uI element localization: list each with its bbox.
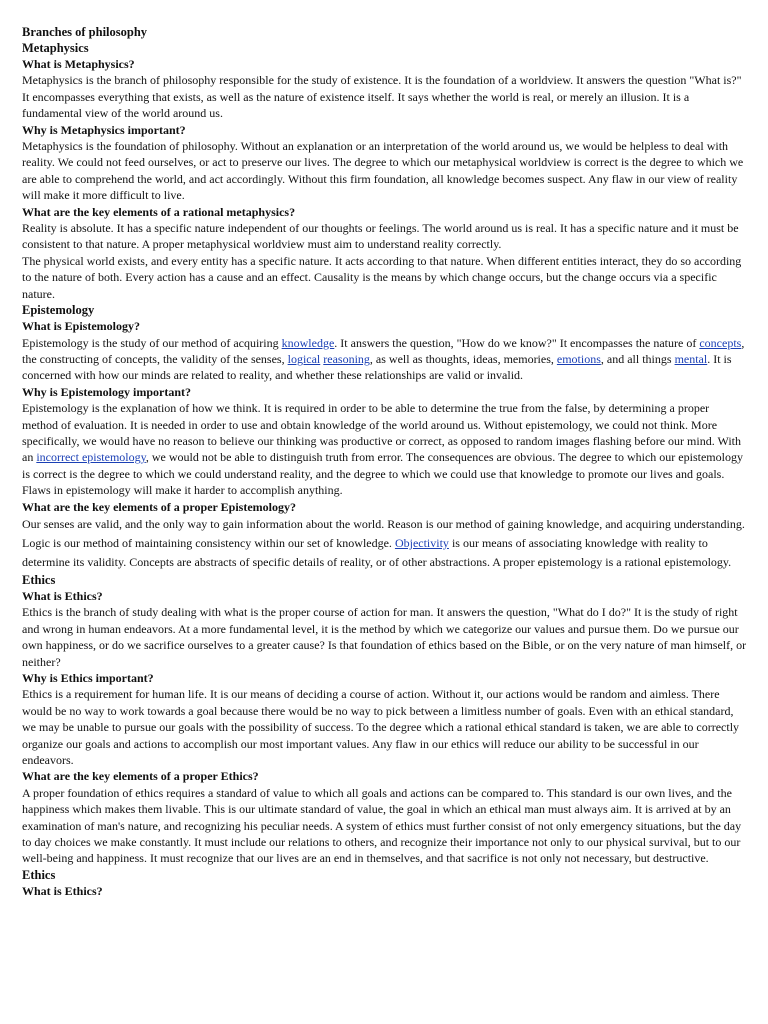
text-run: . It is concerned with how our minds are related to reality, and whether these relationships are valid or invalid. bbox=[22, 351, 732, 383]
paragraph: Metaphysics is the branch of philosophy responsible for the study of existence. It is the foundation of a worldview. It answers the question "What is?" It encompasses everything that exists, as well as the nature of existence itself. It says whether the world is real, or merely an illusion. It is a fundamental view of the world around us. bbox=[22, 73, 742, 121]
question-heading: Why is Metaphysics important? bbox=[22, 122, 186, 137]
text-run: , the constructing of concepts, the validity of the senses, bbox=[22, 335, 745, 366]
paragraph: The physical world exists, and every entity has a specific nature. It acts according to that nature. When different entities interact, they do so according to the nature of both. Every action has a cause and an effect. Causality is the means by which change occurs, but the change occurs via a specific nature. bbox=[22, 253, 742, 301]
section-heading-ethics: Ethics bbox=[22, 572, 56, 587]
link-incorrect-epistemology[interactable]: incorrect epistemology bbox=[36, 450, 146, 465]
section-heading-ethics-repeat: Ethics bbox=[22, 867, 56, 882]
text-run: Epistemology is the explanation of how we think. It is required in order to be able to determine the true from the false, by determining a proper method of evaluation. It is needed in order to use and obtain knowledge of the world around us. Without epistemology, we could not think. More specifically, we would have no reason to believe our thinking was productive or correct, as opposed to random images flashing before our mind. With an bbox=[22, 401, 741, 465]
paragraph bbox=[22, 335, 748, 384]
paragraph: Ethics is a requirement for human life. It is our means of deciding a course of action. Without it, our actions would be random and aimless. There would be no way to work towards a goal because there would be no way to pick between a limitless number of goals. Even with an ethical standard, we may be unable to pursue our goals with the possibility of success. To the degree which a rational ethical standard is taken, we are able to correctly organize our goals and actions to accomplish our most important values. Any flaw in our ethics will reduce our ability to be successful in our endeavors. bbox=[22, 687, 740, 768]
link-concepts[interactable]: concepts bbox=[699, 335, 742, 350]
link-mental[interactable]: mental bbox=[674, 351, 708, 366]
text-run: Our senses are valid, and the only way to gain information about the world. Reason is our method of gaining knowledge, and acquiring understanding. Logic is our method of maintaining consistency within our set of knowledge. bbox=[22, 516, 745, 550]
section-heading-metaphysics: Metaphysics bbox=[22, 41, 89, 55]
question-heading: What are the key elements of a rational metaphysics? bbox=[22, 204, 296, 219]
question-heading: What is Ethics? bbox=[22, 883, 103, 898]
document-title: Branches of philosophy bbox=[22, 25, 148, 39]
paragraph bbox=[22, 400, 748, 498]
link-objectivity[interactable]: Objectivity bbox=[394, 535, 449, 550]
question-heading: What is Ethics? bbox=[22, 588, 103, 603]
question-heading: What are the key elements of a proper Ethics? bbox=[22, 769, 259, 784]
paragraph bbox=[22, 515, 748, 572]
text-run: , and all things bbox=[600, 351, 675, 366]
paragraph: Metaphysics is the foundation of philosophy. Without an explanation or an interpretation of the world around us, we would be helpless to deal with reality. We could not feed ourselves, or act to preserve our lives. The degree to which our metaphysical worldview is correct is the degree to which we are able to comprehend the world, and act accordingly. Without this firm foundation, all knowledge becomes suspect. Any flaw in our view of reality will make it more difficult to live. bbox=[22, 139, 744, 203]
section-heading-epistemology: Epistemology bbox=[22, 303, 95, 318]
link-logical[interactable]: logical bbox=[287, 351, 321, 366]
link-emotions[interactable]: emotions bbox=[556, 351, 601, 366]
text-run: , as well as thoughts, ideas, memories, bbox=[369, 351, 557, 366]
text-run: Epistemology is the study of our method of acquiring bbox=[22, 335, 282, 350]
link-knowledge[interactable]: knowledge bbox=[281, 335, 335, 350]
question-heading: What is Epistemology? bbox=[22, 319, 141, 334]
paragraph: Reality is absolute. It has a specific nature independent of our thoughts or feelings. The world around us is real. It has a specific nature and it must be consistent to that nature. A proper metaphysical worldview must aim to understand reality correctly. bbox=[22, 221, 739, 252]
paragraph: Ethics is the branch of study dealing with what is the proper course of action for man. It answers the question, "What do I do?" It is the study of right and wrong in human endeavors. At a more fundamental level, it is the method by which we categorize our values and pursue them. Do we pursue our own happiness, or do we sacrifice ourselves to a greater cause? Is that foundation of ethics based on the Bible, or on the very nature of man himself, or neither? bbox=[22, 605, 747, 669]
document bbox=[22, 24, 748, 899]
question-heading: What are the key elements of a proper Epistemology? bbox=[22, 499, 296, 514]
question-heading: Why is Ethics important? bbox=[22, 671, 154, 685]
question-heading: Why is Epistemology important? bbox=[22, 384, 192, 399]
question-heading: What is Metaphysics? bbox=[22, 57, 135, 71]
link-reasoning[interactable]: reasoning bbox=[323, 351, 370, 366]
text-run: . It answers the question, "How do we know?" It encompasses the nature of bbox=[334, 335, 700, 350]
paragraph: A proper foundation of ethics requires a standard of value to which all goals and actions can be compared to. This standard is our own lives, and the happiness which makes them livable. This is our ultimate standard of value, the goal in which an ethical man must always aim. It is arrived at by an examination of man's nature, and recognizing his peculiar needs. A system of ethics must further consist of not only emergency situations, but the day to day choices we make constantly. It must include our relations to others, and recognize their importance not only to our physical survival, but to our well-being and happiness. It must recognize that our lives are an end in themselves, and that sacrifice is not only not necessary, but destructive. bbox=[22, 785, 742, 866]
text-run: is our means of associating knowledge with reality to determine its validity. Concepts are abstracts of specific details of reality, or of other abstractions. A proper epistemology is a rational epistemology. bbox=[22, 535, 732, 569]
text-run: , we would not be able to distinguish truth from error. The consequences are obvious. The degree to which our epistemology is correct is the degree to which we could understand reality, and the degree to which we could use that knowledge to promote our lives and goals. Flaws in epistemology will make it harder to accomplish anything. bbox=[22, 450, 743, 498]
